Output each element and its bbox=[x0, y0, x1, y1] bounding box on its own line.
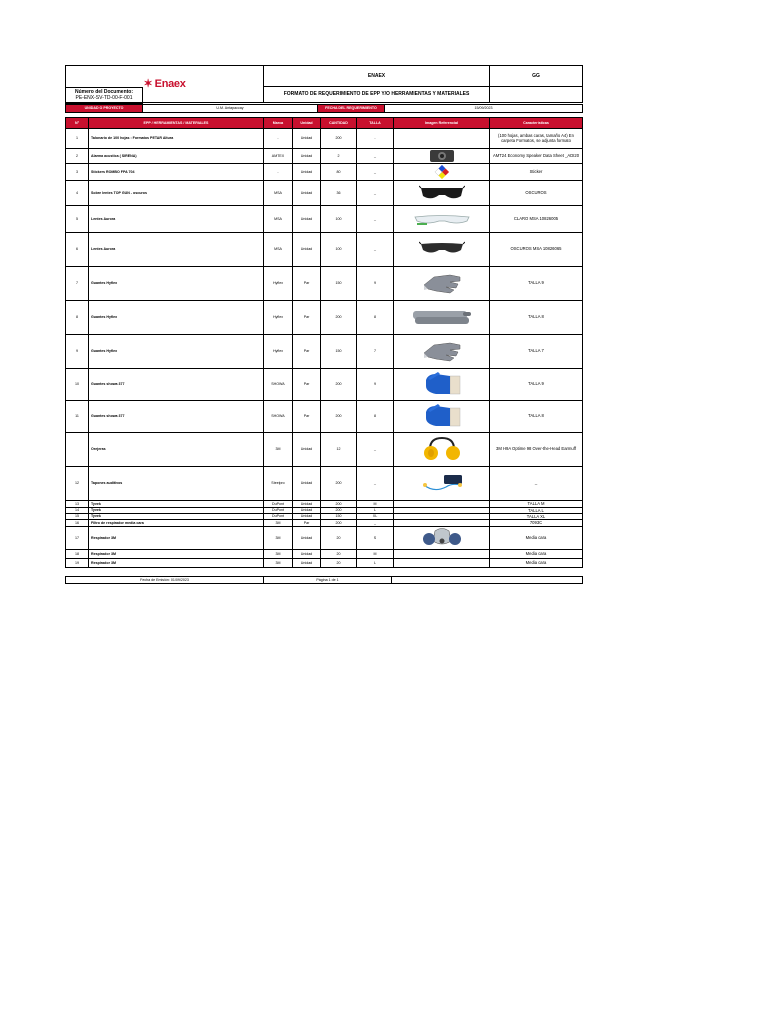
row-image bbox=[394, 128, 490, 148]
row-image bbox=[394, 549, 490, 558]
row-item: Tapones auditivos bbox=[89, 466, 264, 500]
unit-date-table bbox=[65, 104, 583, 113]
table-row bbox=[66, 368, 583, 400]
row-unit: Par bbox=[293, 300, 321, 334]
row-unit: Unidad bbox=[293, 180, 321, 205]
row-item: Lentes Aurora bbox=[89, 232, 264, 266]
row-item: Lentes Aurora bbox=[89, 205, 264, 232]
row-brand: AMTEX bbox=[264, 148, 293, 163]
row-number: 4 bbox=[66, 180, 89, 205]
table-row bbox=[66, 232, 583, 266]
row-unit: Par bbox=[293, 368, 321, 400]
company-logo bbox=[143, 78, 185, 90]
row-image bbox=[394, 400, 490, 432]
row-size: _ bbox=[357, 205, 394, 232]
row-image bbox=[394, 519, 490, 526]
row-item: Tyvek bbox=[89, 507, 264, 513]
grey-glove-icon bbox=[395, 271, 488, 295]
row-brand: MSA bbox=[264, 232, 293, 266]
row-qty: 80 bbox=[321, 163, 357, 180]
earmuff-icon bbox=[395, 437, 488, 461]
row-number: 17 bbox=[66, 526, 89, 549]
siren-speaker-icon bbox=[395, 149, 488, 163]
doc-number: PE-ENX-SV-TD-00-F-001 bbox=[75, 95, 133, 101]
row-number: 18 bbox=[66, 549, 89, 558]
row-item: Filtro de respirador media cara bbox=[89, 519, 264, 526]
row-number: 12 bbox=[66, 466, 89, 500]
row-brand: MSA bbox=[264, 180, 293, 205]
row-size: 9 bbox=[357, 368, 394, 400]
form-code: GG bbox=[490, 66, 583, 87]
row-brand: 3M bbox=[264, 432, 293, 466]
row-features: Media cara bbox=[490, 549, 583, 558]
table-row bbox=[66, 466, 583, 500]
date-label: FECHA DEL REQUERIMIENTO bbox=[318, 104, 385, 112]
table-row bbox=[66, 558, 583, 567]
col-size: TALLA bbox=[357, 117, 394, 128]
footer-table bbox=[65, 576, 583, 584]
row-number: 16 bbox=[66, 519, 89, 526]
footer-blank bbox=[392, 576, 583, 583]
row-brand: Hyflex bbox=[264, 266, 293, 300]
respirator-icon bbox=[395, 527, 488, 549]
table-row bbox=[66, 334, 583, 368]
row-features: Media cara bbox=[490, 526, 583, 549]
row-brand: 3M bbox=[264, 558, 293, 567]
doc-number-label: Número del Documento: bbox=[74, 89, 134, 95]
row-qty: 200 bbox=[321, 300, 357, 334]
row-item: Talonario de 100 hojas : Formatos PETAR Altura bbox=[89, 128, 264, 148]
row-size: S bbox=[357, 526, 394, 549]
row-size: _ bbox=[357, 466, 394, 500]
row-size: M bbox=[357, 549, 394, 558]
row-size: L bbox=[357, 558, 394, 567]
row-size: 8 bbox=[357, 300, 394, 334]
grey-glove-icon bbox=[395, 339, 488, 363]
table-row bbox=[66, 400, 583, 432]
row-item: Guantes showa 377 bbox=[89, 368, 264, 400]
row-number bbox=[66, 432, 89, 466]
row-item: Tyvek bbox=[89, 513, 264, 519]
table-row bbox=[66, 519, 583, 526]
dark-overglasses-icon bbox=[395, 184, 488, 202]
table-row bbox=[66, 526, 583, 549]
row-features: TALLA 9 bbox=[490, 266, 583, 300]
row-unit: Par bbox=[293, 400, 321, 432]
row-number: 6 bbox=[66, 232, 89, 266]
enaex-star-icon: ✶ bbox=[143, 77, 153, 90]
row-brand: Hyflex bbox=[264, 334, 293, 368]
row-item: Guantes Hyflex bbox=[89, 266, 264, 300]
requirement-form bbox=[65, 65, 582, 584]
row-brand: DuPont bbox=[264, 513, 293, 519]
row-size: _ bbox=[357, 163, 394, 180]
row-unit: Unidad bbox=[293, 549, 321, 558]
row-qty: 100 bbox=[321, 205, 357, 232]
row-features: TALLA 8 bbox=[490, 400, 583, 432]
row-qty: 150 bbox=[321, 266, 357, 300]
row-features: 3M H9A Optime 98 Over-the-Head Earmuff bbox=[490, 432, 583, 466]
row-unit: Unidad bbox=[293, 466, 321, 500]
row-item: Respirador 3M bbox=[89, 526, 264, 549]
logo-text: Enaex bbox=[154, 78, 186, 90]
blue-glove-icon bbox=[395, 370, 488, 398]
table-row bbox=[66, 300, 583, 334]
page-number: Página 1 de 1 bbox=[264, 576, 392, 583]
row-features: (100 hojas, ambas caras, tamaño A4) En carpeta Formatos, se adjunta formato bbox=[490, 128, 583, 148]
row-features: TALLA 9 bbox=[490, 368, 583, 400]
row-image bbox=[394, 205, 490, 232]
row-item: Guantes Hyflex bbox=[89, 334, 264, 368]
row-brand: SHOWA bbox=[264, 400, 293, 432]
row-qty: 20 bbox=[321, 526, 357, 549]
row-features: TALLA 7 bbox=[490, 334, 583, 368]
row-features: AMT24 Economy Speaker Data Sheet _ADI20 bbox=[490, 148, 583, 163]
row-brand: MSA bbox=[264, 205, 293, 232]
row-image bbox=[394, 368, 490, 400]
row-image bbox=[394, 334, 490, 368]
row-item: Orejeras bbox=[89, 432, 264, 466]
row-features: _ bbox=[490, 466, 583, 500]
table-row bbox=[66, 500, 583, 507]
row-qty: 200 bbox=[321, 519, 357, 526]
table-row bbox=[66, 180, 583, 205]
col-qty: CANTIDAD bbox=[321, 117, 357, 128]
row-unit: Unidad bbox=[293, 148, 321, 163]
row-qty: 150 bbox=[321, 334, 357, 368]
row-unit: Unidad bbox=[293, 526, 321, 549]
date-value: 15/09/2023 bbox=[385, 104, 583, 112]
row-item: Respirador 3M bbox=[89, 558, 264, 567]
row-image bbox=[394, 163, 490, 180]
row-number: 9 bbox=[66, 334, 89, 368]
col-item: EPP / HERRAMIENTAS / MATERIALES bbox=[89, 117, 264, 128]
company-name: ENAEX bbox=[264, 66, 490, 87]
nfpa-diamond-icon bbox=[395, 164, 488, 180]
table-row bbox=[66, 148, 583, 163]
row-unit: Par bbox=[293, 266, 321, 300]
row-features: CLARO MSA 10826005 bbox=[490, 205, 583, 232]
row-image bbox=[394, 500, 490, 507]
row-qty: 12 bbox=[321, 432, 357, 466]
table-row bbox=[66, 549, 583, 558]
row-qty: 200 bbox=[321, 466, 357, 500]
row-features: TALLA XL bbox=[490, 513, 583, 519]
row-unit: Unidad bbox=[293, 500, 321, 507]
row-brand: 3M bbox=[264, 526, 293, 549]
col-features: Características bbox=[490, 117, 583, 128]
row-item: Guantes showa 377 bbox=[89, 400, 264, 432]
row-qty: 200 bbox=[321, 128, 357, 148]
row-size: XL bbox=[357, 513, 394, 519]
table-row bbox=[66, 432, 583, 466]
row-features: Media cara bbox=[490, 558, 583, 567]
row-unit: Unidad bbox=[293, 513, 321, 519]
form-title: FORMATO DE REQUERIMIENTO DE EPP Y/O HERRAMIENTAS Y MATERIALES bbox=[264, 86, 490, 102]
blue-glove-icon bbox=[395, 402, 488, 430]
row-brand: 3M bbox=[264, 519, 293, 526]
table-row bbox=[66, 266, 583, 300]
col-unit: Unidad bbox=[293, 117, 321, 128]
row-item: Guantes Hyflex bbox=[89, 300, 264, 334]
row-features: OSCUROS MSA 10826065 bbox=[490, 232, 583, 266]
row-qty: 36 bbox=[321, 180, 357, 205]
row-unit: Unidad bbox=[293, 558, 321, 567]
row-image bbox=[394, 266, 490, 300]
grey-glove-pair-icon bbox=[395, 307, 488, 327]
row-features: 7093C bbox=[490, 519, 583, 526]
row-number: 7 bbox=[66, 266, 89, 300]
row-size: _ bbox=[357, 432, 394, 466]
row-brand: DuPont bbox=[264, 500, 293, 507]
row-image bbox=[394, 432, 490, 466]
row-image bbox=[394, 300, 490, 334]
row-item: Stickers ROMBO FPA 704 bbox=[89, 163, 264, 180]
row-size: _ bbox=[357, 148, 394, 163]
row-number: 13 bbox=[66, 500, 89, 507]
row-unit: Par bbox=[293, 334, 321, 368]
row-unit: Unidad bbox=[293, 232, 321, 266]
row-image bbox=[394, 558, 490, 567]
table-row bbox=[66, 205, 583, 232]
row-qty: 200 bbox=[321, 500, 357, 507]
row-features: TALLA L bbox=[490, 507, 583, 513]
row-qty: 2 bbox=[321, 148, 357, 163]
row-item: Sobre lentes TOP GUN - oscuros bbox=[89, 180, 264, 205]
col-brand: Marca bbox=[264, 117, 293, 128]
row-image bbox=[394, 180, 490, 205]
row-image bbox=[394, 466, 490, 500]
row-brand: Steelpro bbox=[264, 466, 293, 500]
row-brand: DuPont bbox=[264, 507, 293, 513]
row-size: _ bbox=[357, 232, 394, 266]
row-number: 14 bbox=[66, 507, 89, 513]
row-qty: 200 bbox=[321, 400, 357, 432]
col-num: N° bbox=[66, 117, 89, 128]
row-features: Sticker bbox=[490, 163, 583, 180]
row-image bbox=[394, 232, 490, 266]
row-item: Tyvek bbox=[89, 500, 264, 507]
row-qty: 20 bbox=[321, 558, 357, 567]
row-item: Respirador 3M bbox=[89, 549, 264, 558]
row-unit: Par bbox=[293, 519, 321, 526]
unit-value: U.M. Antapaccay bbox=[143, 104, 318, 112]
row-number: 2 bbox=[66, 148, 89, 163]
row-brand: - bbox=[264, 163, 293, 180]
table-row bbox=[66, 163, 583, 180]
row-features: TALLA M bbox=[490, 500, 583, 507]
row-qty: 200 bbox=[321, 368, 357, 400]
unit-label: UNIDAD O PROYECTO bbox=[66, 104, 143, 112]
row-brand: SHOWA bbox=[264, 368, 293, 400]
row-size: L bbox=[357, 507, 394, 513]
issue-date: Fecha de Emisión: 01/09/2023 bbox=[66, 576, 264, 583]
row-item: Alarma acustica ( SIRENA) bbox=[89, 148, 264, 163]
row-size: M bbox=[357, 500, 394, 507]
dark-glasses-icon bbox=[395, 241, 488, 257]
row-number: 11 bbox=[66, 400, 89, 432]
row-size: 7 bbox=[357, 334, 394, 368]
row-brand: 3M bbox=[264, 549, 293, 558]
earplug-icon bbox=[395, 473, 488, 493]
row-unit: Unidad bbox=[293, 507, 321, 513]
row-features: OSCUROS bbox=[490, 180, 583, 205]
col-image: Imagen Referencial bbox=[394, 117, 490, 128]
row-image bbox=[394, 526, 490, 549]
row-qty: 200 bbox=[321, 507, 357, 513]
row-unit: Unidad bbox=[293, 432, 321, 466]
row-features: TALLA 8 bbox=[490, 300, 583, 334]
row-number: 8 bbox=[66, 300, 89, 334]
row-qty: 20 bbox=[321, 549, 357, 558]
row-number: 3 bbox=[66, 163, 89, 180]
row-unit: Unidad bbox=[293, 163, 321, 180]
table-row bbox=[66, 128, 583, 148]
clear-glasses-icon bbox=[395, 212, 488, 226]
row-qty: 150 bbox=[321, 513, 357, 519]
row-number: 5 bbox=[66, 205, 89, 232]
row-number: 15 bbox=[66, 513, 89, 519]
doc-number-cell bbox=[66, 87, 143, 103]
row-size: - bbox=[357, 128, 394, 148]
row-unit: Unidad bbox=[293, 205, 321, 232]
row-brand: - bbox=[264, 128, 293, 148]
items-table bbox=[65, 117, 583, 568]
row-size: 8 bbox=[357, 400, 394, 432]
row-brand: Hyflex bbox=[264, 300, 293, 334]
row-number: 1 bbox=[66, 128, 89, 148]
row-unit: Unidad bbox=[293, 128, 321, 148]
row-size: _ bbox=[357, 180, 394, 205]
row-image bbox=[394, 148, 490, 163]
row-qty: 100 bbox=[321, 232, 357, 266]
row-size: 9 bbox=[357, 266, 394, 300]
row-number: 19 bbox=[66, 558, 89, 567]
row-number: 10 bbox=[66, 368, 89, 400]
row-size: _ bbox=[357, 519, 394, 526]
